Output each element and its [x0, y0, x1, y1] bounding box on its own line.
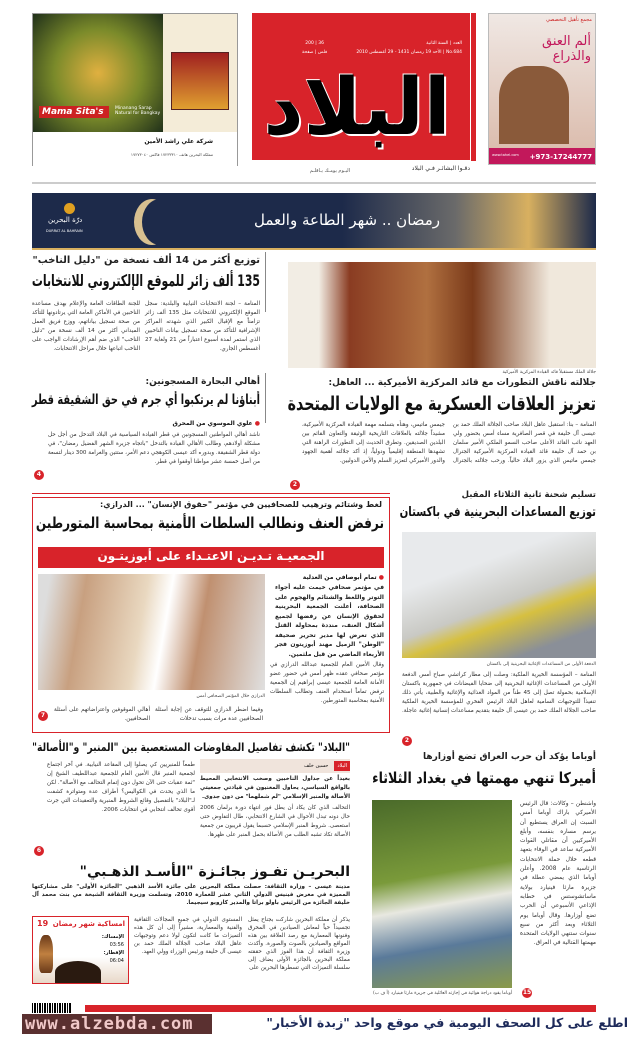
iftar-time: 06:04 — [109, 958, 124, 964]
masthead: العدد | السنة الثانية No.684 | الأحد 19 رمضان 1431 - 29 أغسطس 2010 200 | 36 فلس | صفحة البلاد — [252, 13, 470, 160]
watermark-url[interactable]: www.alzebda.com — [22, 1014, 212, 1034]
ad-mamasitas[interactable] — [32, 13, 238, 166]
minbar-lead: بعيداً عن جداول الناخبين وصخب الانتخابي المحيط بالواقع السياسي، يحاول المعنيون في قيادتي جمعيتي الأصالة والمنبر الإسلامي "لم شملهما" من دون جدوى. — [200, 776, 350, 800]
page-ref-7[interactable]: 7 — [38, 711, 48, 721]
banner-brand-en: DURRAT AL BAHRAIN — [46, 229, 83, 233]
imsak-time: 03:56 — [109, 942, 124, 948]
ad-tahel[interactable] — [488, 13, 596, 165]
hr-photo — [38, 574, 265, 690]
issue-date: الأحد 19 رمضان 1431 - 29 أغسطس 2010 — [356, 50, 442, 55]
tagline-right: دقـوا البشائـر فـي البلاد — [411, 165, 470, 172]
imsak-label: الإمساك: — [101, 934, 124, 940]
author-bar — [200, 759, 350, 773]
hr-author: تمام أبوصافي من العدلية — [302, 574, 377, 581]
ramadan-banner[interactable] — [32, 193, 596, 250]
golden-lion-body-2: المستوى الدولي في جميع المجالات الثقافية والفنية والمعمارية، مشيراً إلى أن كل هذه التميزات ما كانت لتكون لولا دعم وتوجيهات عاهل البلاد صاحب الجلالة الملك حمد بن عيسى آل خليفة ورئيس الوزراء وولي العهد. — [134, 917, 242, 955]
page-ref-2b[interactable]: 2 — [402, 736, 412, 746]
golden-lion-body: يذكر أن مملكة البحرين شاركت بجناح يمثل تجسيداً حياً لمعاش الصيادين في المحرق وفنونها المعمارية مع رصد العلاقة بين هذه المواقع والصيادين بالصوت والصورة. وأكدت وزيرة الثقافة أن هذا الفوز الذي حققته مملكة البحرين بالجائزة الأولى يضاف إلى سلسلة التميزات التي تسطرها البحرين على — [248, 917, 350, 971]
elections-kicker: توزيع أكثر من 14 ألف نسخة من "دليل الناخب" — [32, 255, 260, 266]
ad-brand: Mama Sita's — [39, 106, 109, 118]
ad-company: شركة علي راشد الأمين — [144, 138, 213, 145]
elections-headline: 135 ألف زائر للموقع الإلكتروني للانتخابات — [31, 271, 260, 290]
bullet-icon: ● — [378, 574, 384, 581]
pakistan-caption: الدفعة الأولى من المساعدات الإغاثية البحرينية إلى باكستان — [486, 662, 596, 667]
hr-body: في مؤتمر صحافي خيمت عليه أجواء التوتر واللغط والشتائم والهجوم على الصحافة، أعلنت الجمعية البحرينية لحقوق الإنسان عن رفضها لجميع أشكال العنف، منددة بمحاولة القتل الذي تعرض لها مدير تحرير صحيفة "الوطن" الزميل مهند أبوزيتون فجر الأربعاء الماضي من قبل ملثمين. — [275, 584, 384, 658]
footer-red-strip — [85, 1005, 596, 1012]
price-label: فلس — [317, 50, 328, 55]
tag-albilad: البلاد — [334, 761, 350, 771]
minbar-author: حسين خلف — [303, 763, 329, 769]
pages-count: 36 — [318, 41, 324, 46]
king-headline: تعزيز العلاقات العسكرية مع الولايات المتحدة — [287, 393, 596, 415]
iftar-label: الإفطار: — [103, 950, 124, 956]
obama-body: واشنطن – وكالات: قال الرئيس الأميركي باراك أوباما أمس السبت إن العراق يستطيع أن يرسم مساره بنفسه، وأبلغ الأميركيين أن مقاتلي القوات الأميركية ساعد في الوفاء بتعهد قطعه خلال حملة الانتخابات الرئاسية عام 2008. وأعلن أوباما الذي يمضي عطلة في جزيرة مارثا فينيارد بولاية ماساتشوستس في خطابه الإذاعي الأسبوعي أن الحرب تضع أوزارها. وقال أوباما يوم الثلاثاء وبعد أكثر من سبع سنوات ستنهي الولايات المتحدة مهمتها القتالية في العراق. — [520, 801, 597, 947]
imsakiya-title: امساكية شهر رمضان — [52, 920, 125, 928]
elections-body-2: للجنة الطاقات العامة والإعلام بهدف مساعدة الناخبين في الأماكن العامة التي يرتادونها للتأكد من صحة تسجيل بياناتهم، ووزع فريق العمل الميداني أكثر من 14 ألف نسخة من "دليل الناخب" الذي ضم أهم الإرشادات الواجب على الناخب اتباعها خلال مراحل الانتخابات. — [32, 301, 140, 352]
masthead-side-strip — [471, 13, 476, 161]
qatar-kicker: أهالي البحارة المسجونين: — [145, 377, 260, 387]
pakistan-body: المنامة – المؤسسة الخيرية الملكية: وصلت إلى مطار كراتشي صباح أمس الدفعة الأولى من المساعدات الإغاثية البحرينية إلى ضحايا الفيضانات في جمهورية باكستان الإسلامية بحمولة تصل إلى 45 طناً من المواد الغذائية والإغاثية والطبية، يأتي ذلك تنفيذاً للتوجيهات السامية لعاهل البلاد الرئيس الفخري للمؤسسة الخيرية الملكية صاحب الجلالة الملك حمد بن عيسى آل خليفة بتقديم مساعدات إنسانية إغاثية عاجلة. — [402, 672, 596, 714]
minbar-right-column — [200, 759, 350, 840]
banner-brand-ar: درّة البحرين — [48, 216, 83, 224]
ad-phone: مملكة البحرين هاتف ١٧٢٣٣٣١٠ فاكس ١٧٢٧٣٠٤٠ — [130, 152, 213, 157]
ad-headline: ألم العنق والذراع — [542, 34, 591, 64]
tagline-left: اليـوم يومـك يـاقلـم — [309, 168, 350, 174]
pakistan-kicker: تسليم شحنة ثانية الثلاثاء المقبل — [461, 490, 596, 500]
obama-caption: أوباما يقود دراجة هوائية في إجازته العائلية في جزيرة مارثا فينيارد (أ ف ب) — [373, 991, 512, 996]
issue-number: No.684 — [445, 50, 462, 55]
king-body: المنامة – بنا: استقبل عاهل البلاد صاحب الجلالة الملك حمد بن عيسى آل خليفة في قصر الصافرية مساء أمس بحضور ولي العهد نائب القائد الأعلى صاحب السمو الملكي الأمير سلمان بن حمد آل خليفة قائد القيادة المركزية الأميركية الجنرال جيمس ماتيس الذي يزور البلاد حالياً. ورحب جلالته بالجنرال جيمس ماتيس، وهنأه بتسلمه مهمة القيادة المركزية الأميركية، مشيداً جلالته بالعلاقات التاريخية الوثيقة والتعاون القائم بين البلدين الصديقين. وتطرق الحديث إلى التطورات الراهنة التي تشهدها المنطقة إقليمياً ودولياً، إذ أكد جلالته أهمية الجهود والدور الأميركي لتعزيز السلم والأمن الدوليين. — [302, 422, 596, 464]
golden-lion-lead: مدينة عيسى – وزارة الثقافة: حصلت مملكة البحرين على جائزة الأسد الذهبي "الجائزة الأولى" على مشاركتها المميزة في معرض فينيس الدولي الثاني عشر للعمارة 2010، وتسلمت وزيرة الثقافة الشيخة مي بنت محمد آل خليفة الجائزة من الرئيس باولو براتا والمدير كازوبو سيجيما. — [32, 884, 350, 906]
ad-web: www.tahel.com — [492, 153, 519, 157]
minbar-body-2: طمعاً للمنبريين كي يصلوا إلى المقاعد النيابية. في آخر اجتماع لجمعية المنبر قال الأمين العام للجمعية عبداللطيف الشيخ إن "ثمة عقبات حتى الآن تحول دون إتمام التحالف مع الأصالة". لكن ما الذي يحدث في الكواليس؟ أطراف عدة ومتواترة كشفت لـ"البلاد" بالتفصيل وقائع الشروط المنبرية والتعقيدات التي جرت أقوى تحالف انتخابي في انتخابات 2006. — [47, 762, 195, 813]
pakistan-photo — [402, 532, 596, 658]
page-ref-4[interactable]: 4 — [34, 470, 44, 480]
hr-body-2: وقال الأمين العام للجمعية عبدالله الدرازي في مؤتمر صحافي عقده ظهر أمس في حضور عضو الأمانة العامة للجمعية عيسى إبراهيم إن الجمعية ترفض تماماً استخدام العنف وتطالب السلطات الأمنية بمحاسبة المتورطين. — [270, 662, 384, 704]
ad-phone-right: +973-17244777 — [529, 153, 592, 161]
page-ref-15[interactable]: 15 — [522, 989, 532, 996]
masthead-logo: البلاد — [263, 63, 451, 153]
pakistan-headline: توزيع المساعدات البحرينية في باكستان — [399, 505, 596, 520]
hr-caption: الدرازي خلال المؤتمر الصحافي أمس — [196, 694, 265, 699]
lantern-icon — [39, 935, 53, 973]
king-photo — [288, 262, 596, 368]
page-ref-6[interactable]: 6 — [34, 846, 44, 856]
hr-banner-text: الجمعيـة تـديـن الاعتـداء على أبوزيتـون — [97, 549, 325, 563]
hr-body-4: أهالي الموقوفين واعتراضاتهم على أسئلة الصحافيين. — [54, 707, 150, 722]
issue-label: العدد — [452, 41, 462, 46]
watermark-text: اطلع على كل الصحف اليومية في موقع واحد "زبدة الأخبار" — [266, 1015, 628, 1030]
ad-center-name: مجمع تأهيل التخصصي — [546, 17, 592, 23]
banner-text: رمضان .. شهر الطاعة والعمل — [253, 211, 441, 229]
hr-headline: نرفض العنف ونطالب السلطات الأمنية بمحاسبة المتورطين — [35, 514, 384, 532]
qatar-headline: أبناؤنا لم يرتكبوا أي جرم في حق الشقيقة قطر — [31, 392, 261, 408]
page-ref-2[interactable]: 2 — [290, 480, 300, 490]
mosque-icon — [55, 961, 101, 983]
durrat-logo-icon — [64, 203, 75, 214]
hr-text-column — [270, 574, 384, 706]
obama-photo — [372, 800, 512, 988]
qatar-body: ناشد أهالي المواطنين المسجونين في قطر القيادة السياسية في البلاد التدخل من أجل حل مشكلة أولادهم، وطالب الأهالي القيادة بالتدخل "باتجاه جزيرة الشهر الفضيل رمضان"، في دولة قطر الشقيقة. وبدوره أكد عيسى الكوهجي دعم الأمر، ستتين والغرامة 300 دينار لتسعة من أصل خمسة عشر مواطنا أوقفوا في قطر. — [48, 432, 261, 465]
king-caption: جلالة الملك مستقبلاً قائد القيادة المركزية الأميركية — [502, 370, 596, 375]
qatar-author: علوي الموسوي من المحرق — [172, 420, 253, 427]
golden-lion-headline: البحريـن تفـوز بجائـزة "الأسـد الذهـبي" — [79, 864, 350, 880]
hr-kicker: لغط وشتائم وترهيب للصحافيين في مؤتمر "حقوق الإنسان" ... الدرازي: — [100, 500, 382, 509]
king-kicker: جلالته ناقش التطورات مع قائد المركزية الأميركية ... العاهل: — [328, 378, 596, 388]
barcode-icon — [32, 1003, 72, 1013]
year-label: السنة الثانية — [426, 41, 449, 46]
imsakiya-box — [32, 916, 129, 984]
price: 200 — [305, 41, 314, 46]
bullet-icon: ● — [254, 420, 260, 427]
minbar-body: التحالف الذي كان يكاد أن يطل فور انتهاء دورة برلمان 2006 حال دونه تبدل الأحوال في الشارع الانتخابي، طال التفاوض حتى استعصى. شروط المنبر الإسلامي حسبما يقول قريبون من جمعية الأصالة تكاد تشبه الطلب من الأصالة بحمل المنبر على ظهرها. — [200, 805, 350, 838]
hr-body-3: وفيما اضطر الدرازي للتوقف عن إجابة أسئلة الصحافيين عدة مرات بسبب تدخلات — [155, 707, 263, 722]
obama-headline: أميركا تنهي مهمتها في بغداد الثلاثاء — [372, 769, 596, 787]
imsakiya-day: 19 — [37, 919, 49, 928]
pages-label: صفحة — [302, 50, 314, 55]
crescent-moon-icon — [142, 199, 178, 245]
minbar-headline: "البلاد" تكشف تفاصيل المفاوضات المستعصية بين "المنبر" و"الأصالة" — [32, 740, 350, 754]
ad-product: Minanang Sarap Natural for Bangkay — [115, 106, 161, 116]
obama-kicker: أوباما يؤكد أن حرب العراق تضع أوزارها — [423, 752, 596, 762]
elections-body-1: المنامة – لجنة الانتخابات النيابية والبلدية: سجل الموقع الإلكتروني للانتخابات مثل 135 ألف زائر تزامناً مع الإقبال الكبير الذي شهدته المراكز الإشرافية للتأكد من صحة تسجيل بيانات الناخبين الذي استمر لمدة أسبوع اعتباراً من 21 ولغاية 27 أغسطس الجاري. — [145, 301, 261, 352]
